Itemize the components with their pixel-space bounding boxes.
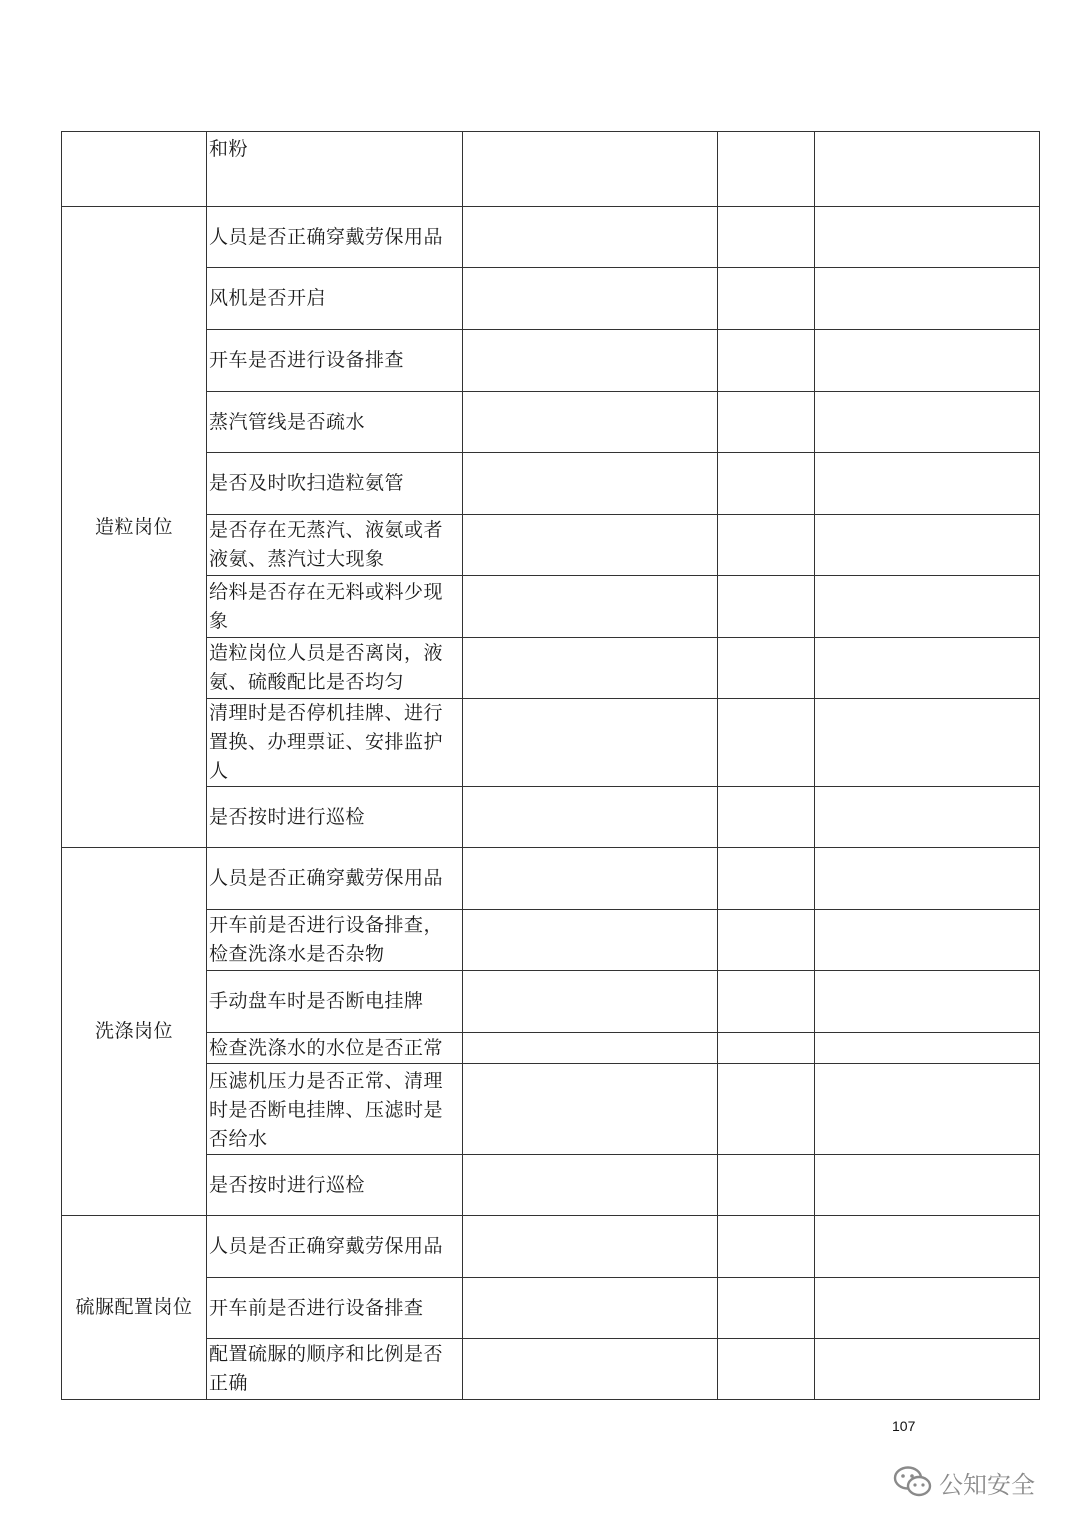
check-item: 风机是否开启 bbox=[207, 268, 463, 330]
table-row bbox=[62, 1033, 1040, 1064]
remark-cell bbox=[815, 638, 1040, 699]
result-cell bbox=[463, 1339, 718, 1400]
check-item: 配置硫脲的顺序和比例是否正确 bbox=[207, 1339, 463, 1400]
score-cell bbox=[718, 910, 815, 971]
check-item: 开车是否进行设备排查 bbox=[207, 330, 463, 392]
table-row bbox=[62, 392, 1040, 453]
check-item: 是否及时吹扫造粒氨管 bbox=[207, 453, 463, 515]
table-row bbox=[62, 910, 1040, 971]
table-row bbox=[62, 132, 1040, 207]
score-cell bbox=[718, 392, 815, 453]
remark-cell bbox=[815, 330, 1040, 392]
check-item: 压滤机压力是否正常、清理时是否断电挂牌、压滤时是否给水 bbox=[207, 1064, 463, 1155]
remark-cell bbox=[815, 1216, 1040, 1278]
remark-cell bbox=[815, 515, 1040, 576]
result-cell bbox=[463, 330, 718, 392]
score-cell bbox=[718, 330, 815, 392]
result-cell bbox=[463, 848, 718, 910]
score-cell bbox=[718, 699, 815, 787]
score-cell bbox=[718, 1216, 815, 1278]
remark-cell bbox=[815, 132, 1040, 207]
table-row bbox=[62, 1216, 1040, 1278]
score-cell bbox=[718, 787, 815, 848]
result-cell bbox=[463, 1216, 718, 1278]
group-cell: 洗涤岗位 bbox=[62, 848, 207, 1216]
result-cell bbox=[463, 1033, 718, 1064]
remark-cell bbox=[815, 848, 1040, 910]
check-item: 清理时是否停机挂牌、进行置换、办理票证、安排监护人 bbox=[207, 699, 463, 787]
remark-cell bbox=[815, 1339, 1040, 1400]
score-cell bbox=[718, 1339, 815, 1400]
remark-cell bbox=[815, 453, 1040, 515]
score-cell bbox=[718, 1278, 815, 1339]
check-item: 是否按时进行巡检 bbox=[207, 1155, 463, 1216]
table-row bbox=[62, 453, 1040, 515]
table-row bbox=[62, 1339, 1040, 1400]
score-cell bbox=[718, 971, 815, 1033]
check-item: 人员是否正确穿戴劳保用品 bbox=[207, 1216, 463, 1278]
table-row bbox=[62, 1155, 1040, 1216]
score-cell bbox=[718, 515, 815, 576]
result-cell bbox=[463, 1155, 718, 1216]
result-cell bbox=[463, 132, 718, 207]
wechat-icon bbox=[893, 1465, 933, 1499]
score-cell bbox=[718, 268, 815, 330]
result-cell bbox=[463, 638, 718, 699]
watermark bbox=[893, 1462, 1035, 1502]
check-item: 是否按时进行巡检 bbox=[207, 787, 463, 848]
remark-cell bbox=[815, 1064, 1040, 1155]
check-item: 手动盘车时是否断电挂牌 bbox=[207, 971, 463, 1033]
result-cell bbox=[463, 1064, 718, 1155]
result-cell bbox=[463, 910, 718, 971]
table-row bbox=[62, 576, 1040, 638]
score-cell bbox=[718, 1064, 815, 1155]
result-cell bbox=[463, 453, 718, 515]
result-cell bbox=[463, 207, 718, 268]
check-item: 人员是否正确穿戴劳保用品 bbox=[207, 207, 463, 268]
score-cell bbox=[718, 207, 815, 268]
score-cell bbox=[718, 638, 815, 699]
table-row bbox=[62, 207, 1040, 268]
remark-cell bbox=[815, 268, 1040, 330]
result-cell bbox=[463, 392, 718, 453]
result-cell bbox=[463, 971, 718, 1033]
table-row bbox=[62, 515, 1040, 576]
result-cell bbox=[463, 268, 718, 330]
remark-cell bbox=[815, 392, 1040, 453]
check-item: 是否存在无蒸汽、液氨或者液氨、蒸汽过大现象 bbox=[207, 515, 463, 576]
table-row bbox=[62, 848, 1040, 910]
remark-cell bbox=[815, 971, 1040, 1033]
remark-cell bbox=[815, 910, 1040, 971]
remark-cell bbox=[815, 1155, 1040, 1216]
table-row bbox=[62, 699, 1040, 787]
check-item: 和粉 bbox=[207, 132, 463, 207]
result-cell bbox=[463, 576, 718, 638]
check-item: 开车前是否进行设备排查，检查洗涤水是否杂物 bbox=[207, 910, 463, 971]
score-cell bbox=[718, 576, 815, 638]
result-cell bbox=[463, 1278, 718, 1339]
table-row bbox=[62, 638, 1040, 699]
check-item: 给料是否存在无料或料少现象 bbox=[207, 576, 463, 638]
table-row bbox=[62, 268, 1040, 330]
group-cell bbox=[62, 132, 207, 207]
checklist-table bbox=[61, 131, 1040, 1400]
table-row bbox=[62, 787, 1040, 848]
group-cell: 硫脲配置岗位 bbox=[62, 1216, 207, 1400]
remark-cell bbox=[815, 787, 1040, 848]
table-row bbox=[62, 330, 1040, 392]
remark-cell bbox=[815, 207, 1040, 268]
result-cell bbox=[463, 515, 718, 576]
score-cell bbox=[718, 1155, 815, 1216]
group-cell: 造粒岗位 bbox=[62, 207, 207, 848]
score-cell bbox=[718, 848, 815, 910]
watermark-text: 公知安全 bbox=[939, 1470, 1035, 1499]
table-row bbox=[62, 1064, 1040, 1155]
score-cell bbox=[718, 1033, 815, 1064]
result-cell bbox=[463, 787, 718, 848]
page-number: 107 bbox=[892, 1418, 916, 1434]
remark-cell bbox=[815, 576, 1040, 638]
remark-cell bbox=[815, 699, 1040, 787]
check-item: 开车前是否进行设备排查 bbox=[207, 1278, 463, 1339]
result-cell bbox=[463, 699, 718, 787]
table-row bbox=[62, 1278, 1040, 1339]
remark-cell bbox=[815, 1033, 1040, 1064]
score-cell bbox=[718, 453, 815, 515]
check-item: 人员是否正确穿戴劳保用品 bbox=[207, 848, 463, 910]
remark-cell bbox=[815, 1278, 1040, 1339]
check-item: 造粒岗位人员是否离岗，液氨、硫酸配比是否均匀 bbox=[207, 638, 463, 699]
score-cell bbox=[718, 132, 815, 207]
check-item: 检查洗涤水的水位是否正常 bbox=[207, 1033, 463, 1064]
check-item: 蒸汽管线是否疏水 bbox=[207, 392, 463, 453]
table-row bbox=[62, 971, 1040, 1033]
